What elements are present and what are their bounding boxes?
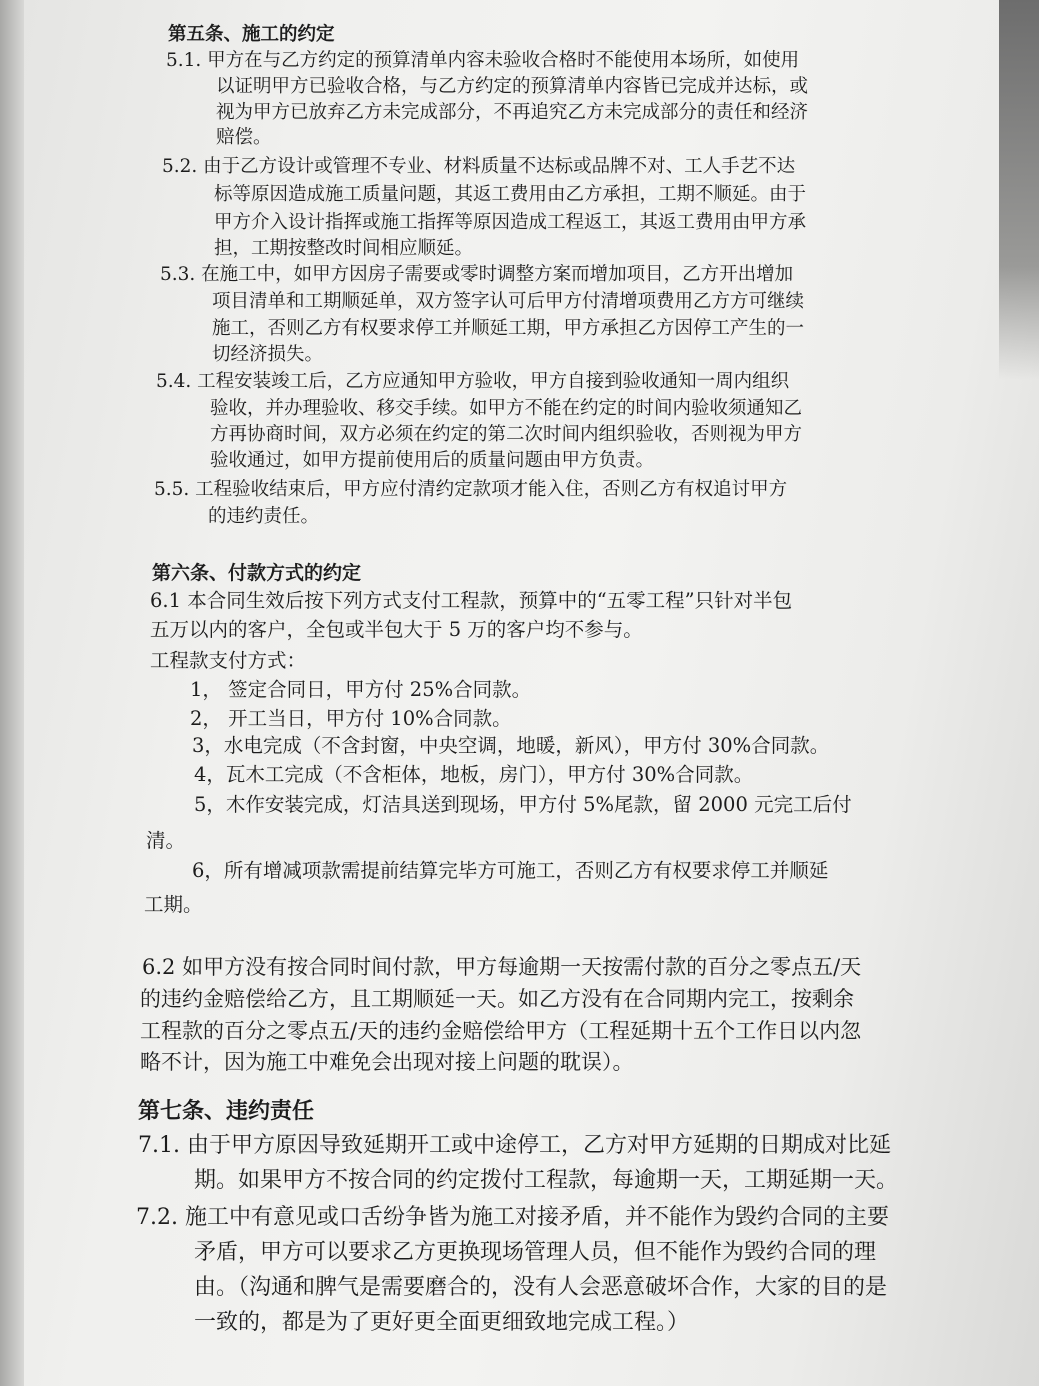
clause-6-2-line: 的违约金赔偿给乙方，且工期顺延一天。如乙方没有在合同期内完工，按剩余 [140, 987, 854, 1011]
clause-5-1-line: 赔偿。 [216, 127, 272, 148]
clause-5-2-line: 甲方介入设计指挥或施工指挥等原因造成工程返工，其返工费用由甲方承 [214, 212, 807, 233]
clause-5-3-line: 项目清单和工期顺延单，双方签字认可后甲方付清增项费用乙方方可继续 [212, 291, 805, 312]
clause-6-2-line: 6.2 如甲方没有按合同时间付款，甲方每逾期一天按需付款的百分之零点五/天 [142, 955, 862, 979]
clause-6-2-line: 略不计，因为施工中难免会出现对接上问题的耽误）。 [140, 1050, 634, 1074]
clause-5-4-line: 验收通过，如甲方提前使用后的质量问题由甲方负责。 [210, 450, 655, 471]
page-edge-shadow [0, 0, 24, 1386]
clause-6-1-line: 五万以内的客户，全包或半包大于 5 万的客户均不参与。 [150, 618, 643, 641]
clause-7-2-line: 矛盾，甲方可以要求乙方更换现场管理人员，但不能作为毁约合同的理 [194, 1240, 877, 1265]
section-5-title: 第五条、施工的约定 [168, 24, 335, 45]
clause-5-3-line: 切经济损失。 [212, 344, 324, 365]
clause-7-1-line: 期。如果甲方不按合同的约定拨付工程款，每逾期一天，工期延期一天。 [194, 1168, 899, 1193]
clause-7-2-line: 由。（沟通和脾气是需要磨合的，没有人会恶意破坏合作，大家的目的是 [194, 1275, 888, 1300]
clause-7-1-line: 7.1. 由于甲方原因导致延期开工或中途停工，乙方对甲方延期的日期成对比延 [138, 1133, 891, 1158]
clause-6-2-line: 工程款的百分之零点五/天的违约金赔偿给甲方（工程延期十五个工作日以内忽 [140, 1019, 862, 1043]
clause-5-2-line: 5.2. 由于乙方设计或管理不专业、材料质量不达标或品牌不对、工人手艺不达 [162, 156, 796, 177]
clause-7-2-line: 一致的，都是为了更好更全面更细致地完成工程。） [194, 1310, 690, 1335]
payment-method-title: 工程款支付方式： [150, 649, 307, 672]
clause-5-4-line: 5.4. 工程安装竣工后，乙方应通知甲方验收，甲方自接到验收通知一周内组织 [156, 371, 790, 392]
payment-item: 5，木作安装完成，灯洁具送到现场，甲方付 5%尾款，留 2000 元完工后付 [194, 793, 852, 816]
clause-5-2-line: 担，工期按整改时间相应顺延。 [214, 238, 474, 259]
section-6-title: 第六条、付款方式的约定 [152, 562, 362, 584]
payment-item: 3，水电完成（不含封窗，中央空调，地暖，新风），甲方付 30%合同款。 [192, 734, 830, 757]
clause-5-5-line: 的违约责任。 [208, 506, 320, 527]
clause-5-3-line: 施工，否则乙方有权要求停工并顺延工期，甲方承担乙方因停工产生的一 [212, 318, 805, 339]
payment-item: 清。 [146, 829, 186, 852]
payment-item: 2， 开工当日，甲方付 10%合同款。 [190, 707, 512, 730]
background-corner [999, 0, 1039, 380]
payment-item: 4，瓦木工完成（不含柜体，地板，房门），甲方付 30%合同款。 [194, 763, 754, 786]
section-7-title: 第七条、违约责任 [138, 1098, 315, 1124]
clause-5-2-line: 标等原因造成施工质量问题，其返工费用由乙方承担，工期不顺延。由于 [214, 184, 807, 205]
clause-6-1-line: 6.1 本合同生效后按下列方式支付工程款，预算中的“五零工程”只针对半包 [150, 589, 793, 612]
payment-item: 6，所有增减项款需提前结算完毕方可施工，否则乙方有权要求停工并顺延 [192, 859, 829, 882]
clause-5-4-line: 方再协商时间，双方必须在约定的第二次时间内组织验收，否则视为甲方 [210, 424, 803, 445]
clause-5-4-line: 验收，并办理验收、移交手续。如甲方不能在约定的时间内验收须通知乙 [210, 398, 803, 419]
clause-5-3-line: 5.3. 在施工中，如甲方因房子需要或零时调整方案而增加项目，乙方开出增加 [160, 264, 794, 285]
clause-5-1-line: 5.1. 甲方在与乙方约定的预算清单内容未验收合格时不能使用本场所，如使用 [166, 50, 800, 71]
clause-5-1-line: 以证明甲方已验收合格，与乙方约定的预算清单内容皆已完成并达标，或 [216, 76, 809, 97]
payment-item: 1， 签定合同日，甲方付 25%合同款。 [190, 678, 532, 701]
clause-5-5-line: 5.5. 工程验收结束后，甲方应付清约定款项才能入住，否则乙方有权追讨甲方 [154, 479, 788, 500]
clause-7-2-line: 7.2. 施工中有意见或口舌纷争皆为施工对接矛盾，并不能作为毁约合同的主要 [136, 1205, 889, 1230]
clause-5-1-line: 视为甲方已放弃乙方未完成部分，不再追究乙方未完成部分的责任和经济 [216, 102, 809, 123]
payment-item: 工期。 [144, 893, 203, 916]
